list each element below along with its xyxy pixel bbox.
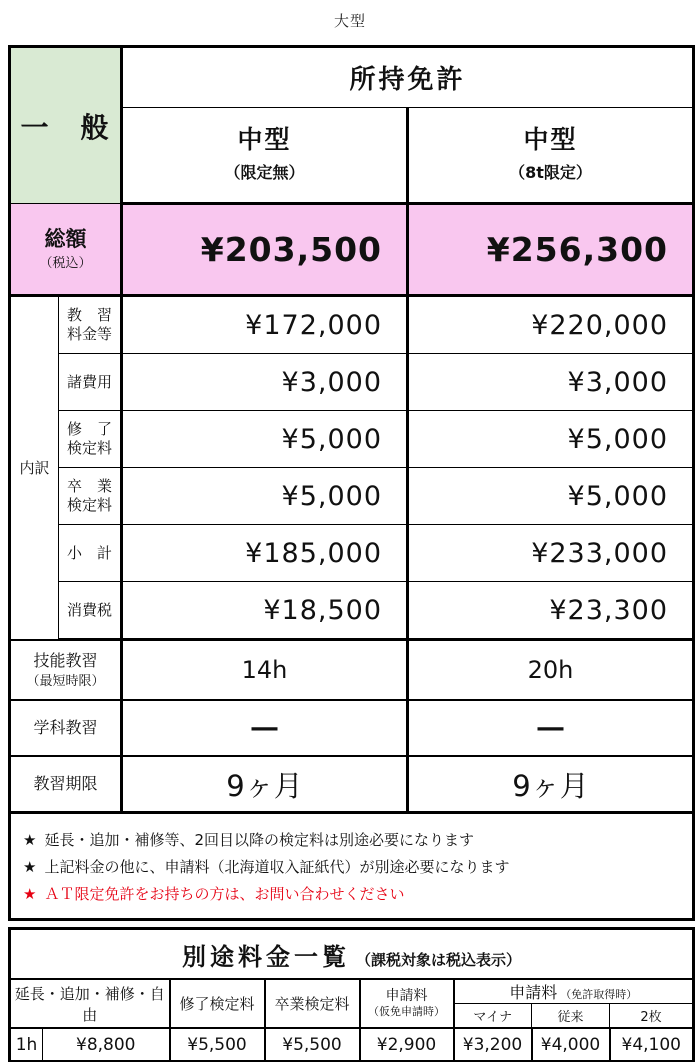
- application-line1: 申請料: [385, 988, 428, 1004]
- period-value-col2: 9ヶ月: [408, 756, 694, 813]
- extra-title-row: [10, 929, 694, 980]
- total-note: （税込）: [39, 255, 92, 271]
- category-cell: 一 般: [10, 47, 122, 204]
- breakdown-value-col1: ¥185,000: [122, 525, 408, 582]
- breakdown-label: [59, 525, 122, 582]
- total-value-col2: ¥256,300: [408, 204, 694, 296]
- breakdown-row: [10, 411, 694, 468]
- unit-cell: 1h: [10, 1028, 43, 1062]
- breakdown-value-col1: ¥18,500: [122, 582, 408, 640]
- breakdown-label-line1: 修 了: [67, 420, 113, 438]
- main-price-table: [8, 45, 695, 921]
- note-text: ＡＴ限定免許をお持ちの方は、お問い合わせください: [44, 884, 405, 903]
- breakdown-value-col1: ¥5,000: [122, 411, 408, 468]
- skill-lesson-label-cell: [10, 640, 122, 701]
- held-license-header: 所持免許: [122, 47, 694, 108]
- note-text: 延長・追加・補修等、2回目以降の検定料は別途必要になります: [44, 830, 474, 849]
- breakdown-row: [10, 296, 694, 354]
- total-label-cell: [10, 204, 122, 296]
- group-title: 申請料: [509, 983, 558, 1002]
- academic-label-cell: [10, 700, 122, 756]
- total-row: [10, 204, 694, 296]
- breakdown-label: [59, 468, 122, 525]
- breakdown-value-col2: ¥233,000: [408, 525, 694, 582]
- column-subtitle: （限定無）: [224, 162, 305, 182]
- breakdown-row: [10, 354, 694, 411]
- application-line2: （仮免申請時）: [368, 1005, 445, 1018]
- breakdown-label: [59, 296, 122, 354]
- breakdown-label-line1: 小 計: [67, 543, 113, 562]
- breakdown-label-line2: 検定料: [67, 439, 113, 457]
- subheader-myna: マイナ: [454, 1004, 532, 1029]
- two-cards-fee: ¥4,100: [610, 1028, 694, 1062]
- extra-fees-table: [8, 927, 695, 1062]
- extra-table-title-note: （課税対象は税込表示）: [356, 950, 522, 969]
- period-value-col1: 9ヶ月: [122, 756, 408, 813]
- breakdown-value-col2: ¥5,000: [408, 411, 694, 468]
- breakdown-group-label: 内訳: [10, 296, 59, 640]
- breakdown-value-col2: ¥23,300: [408, 582, 694, 640]
- subheader-two-cards: 2枚: [610, 1004, 694, 1029]
- star-icon: ★: [23, 857, 37, 876]
- column-header-chugata-8t: [408, 107, 694, 203]
- breakdown-row: [10, 525, 694, 582]
- breakdown-row: [10, 468, 694, 525]
- extra-table-title: 別途料金一覧: [182, 942, 350, 971]
- period-label-cell: [10, 756, 122, 813]
- provisional-application-fee: ¥2,900: [360, 1028, 454, 1062]
- breakdown-label-line1: 教 習: [67, 306, 113, 324]
- header-extension: 延長・追加・補修・自由: [10, 979, 170, 1028]
- breakdown-label: [59, 354, 122, 411]
- skill-hours-col1: 14h: [122, 640, 408, 701]
- graduation-exam-fee: ¥5,500: [265, 1028, 360, 1062]
- note-line: [23, 854, 692, 881]
- breakdown-value-col2: ¥220,000: [408, 296, 694, 354]
- info-label: 学科教習: [33, 718, 98, 737]
- breakdown-label: [59, 582, 122, 640]
- breakdown-value-col2: ¥5,000: [408, 468, 694, 525]
- group-note: （免許取得時）: [560, 988, 638, 1001]
- breakdown-label-line2: 料金等: [67, 325, 113, 343]
- breakdown-value-col1: ¥172,000: [122, 296, 408, 354]
- myna-fee: ¥3,200: [454, 1028, 532, 1062]
- page-title: 大型: [333, 12, 366, 30]
- extra-title-cell: [10, 929, 694, 980]
- breakdown-label: [59, 411, 122, 468]
- note-line: [23, 827, 692, 854]
- star-icon: ★: [23, 830, 37, 849]
- column-subtitle: （8t限定）: [509, 162, 592, 182]
- total-value-col1: ¥203,500: [122, 204, 408, 296]
- training-period-row: [10, 756, 694, 813]
- info-label: 技能教習: [33, 650, 98, 670]
- extension-fee: ¥8,800: [43, 1028, 170, 1062]
- star-icon: ★: [23, 884, 37, 903]
- header-graduation-exam: 卒業検定料: [265, 979, 360, 1028]
- note-line-alert: [23, 881, 692, 908]
- subheader-conventional: 従来: [532, 1004, 610, 1029]
- academic-lesson-row: [10, 700, 694, 756]
- notes-cell: [10, 813, 694, 920]
- info-note: （最短時限）: [26, 673, 105, 689]
- skill-hours-col2: 20h: [408, 640, 694, 701]
- academic-value-col1: ―: [122, 700, 408, 756]
- breakdown-label-line2: 検定料: [67, 496, 113, 514]
- header-completion-exam: 修了検定料: [170, 979, 265, 1028]
- extra-header-row: [10, 979, 694, 1004]
- header-application-provisional: [360, 979, 454, 1028]
- header-application-license-group: [454, 979, 694, 1004]
- breakdown-value-col1: ¥5,000: [122, 468, 408, 525]
- total-label: 総額: [44, 226, 87, 251]
- skill-lesson-row: [10, 640, 694, 701]
- conventional-fee: ¥4,000: [532, 1028, 610, 1062]
- academic-value-col2: ―: [408, 700, 694, 756]
- breakdown-label-line1: 消費税: [67, 600, 113, 619]
- column-title: 中型: [523, 124, 578, 154]
- header-row-license: [10, 47, 694, 108]
- breakdown-label-line1: 諸費用: [67, 372, 113, 391]
- breakdown-label-line1: 卒 業: [67, 477, 113, 495]
- note-text: 上記料金の他に、申請料（北海道収入証紙代）が別途必要になります: [44, 857, 510, 876]
- info-label: 教習期限: [33, 774, 98, 793]
- breakdown-row: [10, 582, 694, 640]
- notes-row: [10, 813, 694, 920]
- column-title: 中型: [237, 124, 292, 154]
- breakdown-value-col1: ¥3,000: [122, 354, 408, 411]
- extra-data-row: [10, 1028, 694, 1062]
- completion-exam-fee: ¥5,500: [170, 1028, 265, 1062]
- column-header-chugata-nolimit: [122, 107, 408, 203]
- breakdown-value-col2: ¥3,000: [408, 354, 694, 411]
